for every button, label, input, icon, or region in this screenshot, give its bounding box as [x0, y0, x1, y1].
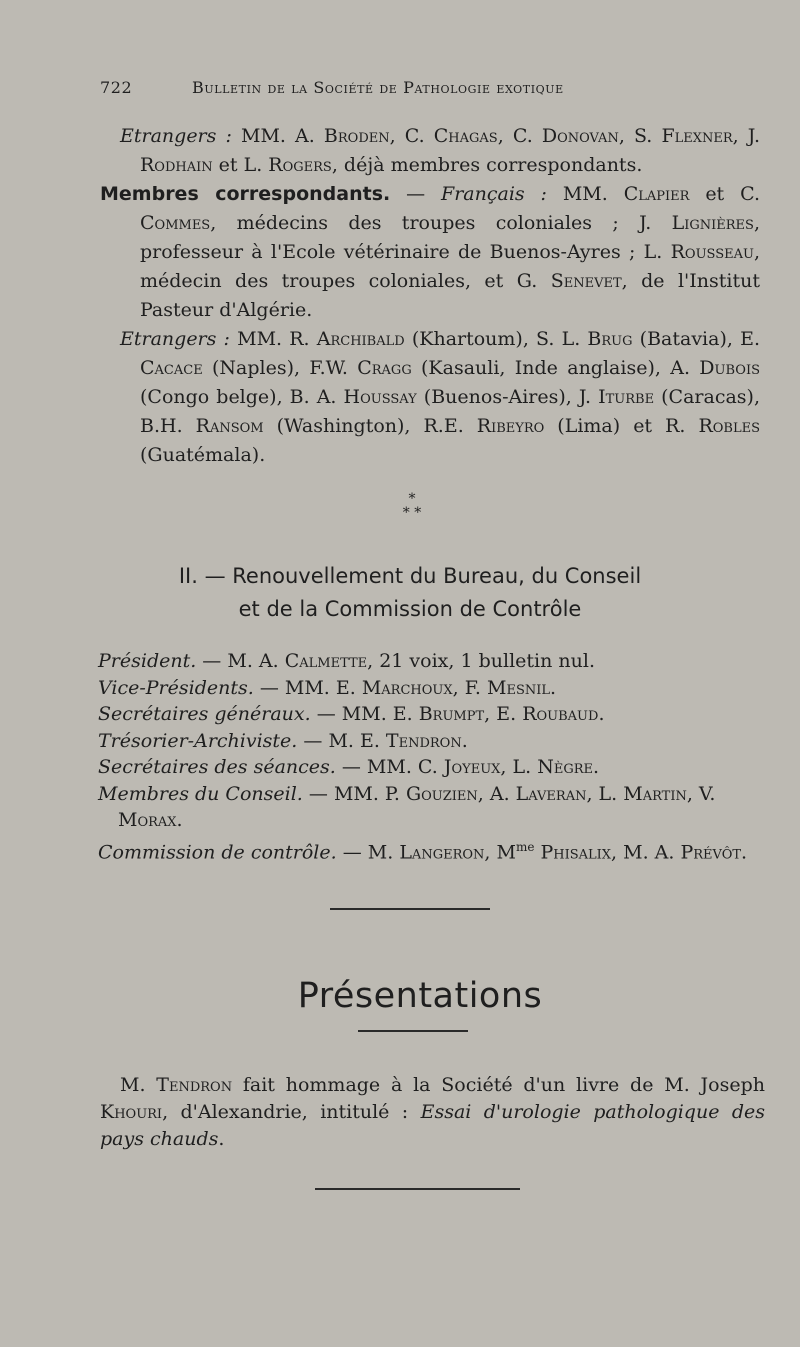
name-houssay: Houssay [343, 386, 417, 408]
officer-row-secretaires-seances: Secrétaires des séances. — MM. C. Joyeux, L. Nègre. [98, 756, 600, 778]
divider-rule-3 [315, 1188, 520, 1190]
star-top: * [408, 491, 416, 507]
section-heading-line1: II. — Renouvellement du Bureau, du Conseil [178, 564, 642, 588]
officer-name: Joyeux [443, 756, 501, 778]
officer-name: Brumpt [418, 703, 485, 725]
officer-role: Commission de contrôle. [98, 840, 337, 863]
presentations-title: Présentations [297, 976, 543, 1016]
name-commes: Commes [140, 212, 211, 234]
section-number: II. [178, 564, 198, 588]
name-tendron: Tendron [156, 1074, 233, 1096]
membership-section [100, 122, 760, 470]
officer-name: Langeron [399, 840, 485, 863]
divider-rule-2 [358, 1030, 468, 1032]
name-cacace: Cacace [140, 357, 203, 379]
name-robles: Robles [698, 415, 761, 437]
correspondants-label: Membres correspondants. [100, 183, 391, 205]
correspondants-paragraph: Membres correspondants. — Français : MM. Clapier et C. Commes, médecins des troupes coloniales ; J. Lignières, professeur à l'Ecole vétérinaire de Buenos-Ayres ; L. Rousseau, médecin des troupes coloniales, et G. Senevet, de l'Institut Pasteur d'Algérie. [100, 183, 760, 321]
name-lignieres: Lignières [671, 212, 754, 234]
officer-name: Laveran [515, 782, 587, 805]
officer-role: Secrétaires généraux. [98, 703, 311, 725]
officer-name: Martin [623, 782, 687, 805]
name-clapier: Clapier [623, 183, 690, 205]
officer-name: Phisalix [540, 840, 612, 863]
officer-row-secretaires-generaux: Secrétaires généraux. — MM. E. Brumpt, E. Roubaud. [98, 703, 605, 725]
name-broden: Broden [323, 125, 390, 147]
officer-name: Gouzien [405, 782, 478, 805]
officer-name: Calmette [284, 650, 368, 672]
name-iturbe: Iturbe [598, 386, 655, 408]
officer-row-president: Président. — M. A. Calmette, 21 voix, 1 bulletin nul. [98, 650, 595, 672]
section-heading-line2: et de la Commission de Contrôle [238, 597, 582, 621]
officers-list [98, 648, 762, 865]
name-rodhain: Rodhain [140, 154, 213, 176]
book-title: Essai d'urologie pathologique des pays chauds [100, 1101, 765, 1150]
running-title: Bulletin de la Société de Pathologie exotique [192, 78, 564, 97]
name-chagas: Chagas [433, 125, 498, 147]
officer-name: Mesnil [487, 676, 550, 699]
etrangers-label: Etrangers : [120, 125, 232, 147]
presentations-text: M. Tendron fait hommage à la Société d'un livre de M. Joseph Khouri, d'Alexandrie, intitulé : Essai d'urologie pathologique des pays chauds. [100, 1074, 765, 1150]
name-rogers: Rogers [268, 154, 332, 176]
name-donovan: Donovan [541, 125, 619, 147]
officer-name: Roubaud [522, 703, 599, 725]
etrangers-paragraph: Etrangers : MM. A. Broden, C. Chagas, C. Donovan, S. Flexner, J. Rodhain et L. Rogers, déjà membres correspondants. [120, 125, 760, 176]
officer-row-tresorier: Trésorier-Archiviste. — M. E. Tendron. [98, 729, 468, 752]
francais-label: Français : [441, 183, 547, 205]
section-heading [130, 560, 690, 626]
officer-row-commission: Commission de contrôle. — M. Langeron, $M^{me}$ Phisalix, M. A. Prévôt. [98, 839, 748, 863]
officer-role: Trésorier-Archiviste. [98, 729, 298, 752]
superscript-me: me [515, 839, 535, 854]
name-cragg: Cragg [357, 357, 412, 379]
officer-name: Prévôt [680, 840, 742, 863]
officer-name: Marchoux [361, 676, 453, 699]
officer-name: Morax [118, 809, 177, 831]
name-senevet: Senevet [550, 270, 622, 292]
stars-bottom: * * [402, 505, 422, 521]
section-stars [392, 492, 432, 520]
officer-role: Vice-Présidents. [98, 676, 254, 699]
name-ransom: Ransom [195, 415, 264, 437]
name-ribeyro: Ribeyro [476, 415, 545, 437]
officer-name: Nègre [537, 756, 593, 778]
name-dubois: Dubois [699, 357, 760, 379]
name-flexner: Flexner [661, 125, 733, 147]
officer-role: Président. [98, 650, 197, 672]
presentations-paragraph [100, 1072, 765, 1153]
name-archibald: Archibald [316, 328, 405, 350]
officer-role: Membres du Conseil. [98, 782, 303, 805]
etrangers-correspondants-paragraph: Etrangers : MM. R. Archibald (Khartoum), S. L. Brug (Batavia), E. Cacace (Naples), F.W. Cragg (Kasauli, Inde anglaise), A. Dubois (Congo belge), B. A. Houssay (Buenos-Aires), J. Iturbe (Caracas), B.H. Ransom (Washington), R.E. Ribeyro (Lima) et R. Robles (Guatémala). [120, 328, 761, 466]
officer-row-vice-presidents: Vice-Présidents. — MM. E. Marchoux, F. Mesnil. [98, 676, 557, 699]
etrangers2-label: Etrangers : [120, 328, 230, 350]
officer-row-conseil: Membres du Conseil. — MM. P. Gouzien, A. Laveran, L. Martin, V. Morax. [98, 782, 716, 831]
name-khouri: Khouri [100, 1101, 163, 1123]
name-rousseau: Rousseau [670, 241, 754, 263]
officer-role: Secrétaires des séances. [98, 756, 336, 778]
divider-rule-1 [330, 908, 490, 910]
name-brug: Brug [587, 328, 633, 350]
officer-name: Tendron [385, 729, 462, 752]
page-number: 722 [100, 78, 133, 97]
